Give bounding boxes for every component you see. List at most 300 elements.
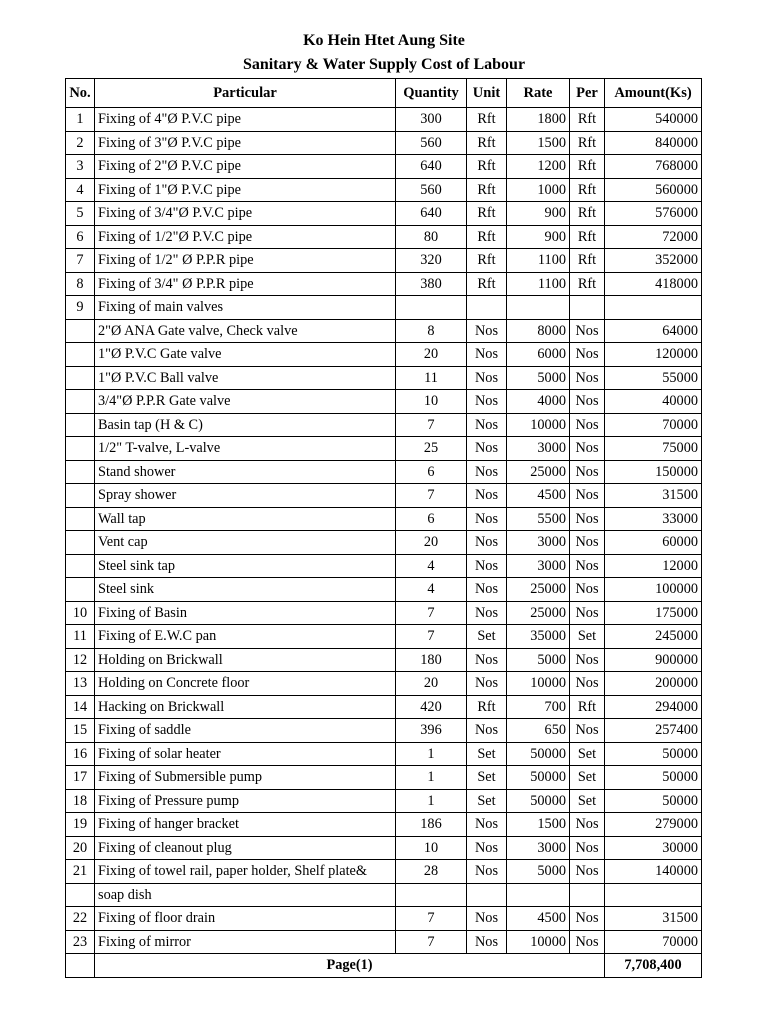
row-per: Set (570, 789, 605, 813)
row-particular: Fixing of Basin (95, 601, 396, 625)
row-particular: Fixing of Submersible pump (95, 766, 396, 790)
row-no: 8 (66, 272, 95, 296)
document-subtitle: Sanitary & Water Supply Cost of Labour (242, 56, 526, 73)
row-unit: Nos (467, 507, 507, 531)
row-per: Nos (570, 437, 605, 461)
row-amount: 840000 (605, 131, 702, 155)
row-unit: Nos (467, 343, 507, 367)
row-rate: 3000 (507, 554, 570, 578)
row-rate: 50000 (507, 789, 570, 813)
row-unit (467, 883, 507, 907)
row-unit: Nos (467, 460, 507, 484)
row-quantity: 560 (396, 131, 467, 155)
row-particular: Wall tap (95, 507, 396, 531)
row-unit: Nos (467, 578, 507, 602)
cost-table (65, 78, 702, 978)
row-amount: 576000 (605, 202, 702, 226)
table-row (66, 225, 702, 249)
table-row (66, 836, 702, 860)
row-unit: Nos (467, 413, 507, 437)
table-row (66, 766, 702, 790)
row-amount: 120000 (605, 343, 702, 367)
row-per: Set (570, 766, 605, 790)
row-unit: Nos (467, 531, 507, 555)
row-particular: Fixing of 1/2" Ø P.P.R pipe (95, 249, 396, 273)
row-quantity: 7 (396, 625, 467, 649)
row-no: 14 (66, 695, 95, 719)
row-amount: 352000 (605, 249, 702, 273)
row-rate: 700 (507, 695, 570, 719)
row-unit: Nos (467, 930, 507, 954)
row-quantity: 186 (396, 813, 467, 837)
row-per: Rft (570, 178, 605, 202)
row-quantity: 560 (396, 178, 467, 202)
row-quantity: 11 (396, 366, 467, 390)
row-amount: 200000 (605, 672, 702, 696)
row-no (66, 319, 95, 343)
row-per: Nos (570, 719, 605, 743)
row-quantity: 396 (396, 719, 467, 743)
row-particular: Fixing of main valves (95, 296, 396, 320)
table-row (66, 531, 702, 555)
row-rate: 900 (507, 202, 570, 226)
row-rate: 4500 (507, 484, 570, 508)
row-amount: 75000 (605, 437, 702, 461)
row-no: 13 (66, 672, 95, 696)
row-rate: 8000 (507, 319, 570, 343)
row-quantity: 20 (396, 531, 467, 555)
row-quantity: 420 (396, 695, 467, 719)
row-quantity (396, 883, 467, 907)
row-amount: 245000 (605, 625, 702, 649)
row-no: 16 (66, 742, 95, 766)
row-unit: Nos (467, 836, 507, 860)
row-rate: 1500 (507, 813, 570, 837)
row-quantity: 25 (396, 437, 467, 461)
row-amount: 70000 (605, 413, 702, 437)
row-particular: Fixing of Pressure pump (95, 789, 396, 813)
row-unit: Nos (467, 907, 507, 931)
row-unit: Nos (467, 648, 507, 672)
row-quantity: 8 (396, 319, 467, 343)
row-unit: Rft (467, 695, 507, 719)
row-no: 12 (66, 648, 95, 672)
row-rate: 5000 (507, 366, 570, 390)
row-rate: 50000 (507, 742, 570, 766)
table-row (66, 883, 702, 907)
row-rate: 5500 (507, 507, 570, 531)
row-unit: Nos (467, 672, 507, 696)
row-particular: Fixing of saddle (95, 719, 396, 743)
row-amount: 72000 (605, 225, 702, 249)
row-no (66, 437, 95, 461)
row-no (66, 507, 95, 531)
row-particular: Fixing of mirror (95, 930, 396, 954)
row-per: Set (570, 625, 605, 649)
row-particular: Fixing of hanger bracket (95, 813, 396, 837)
row-per (570, 883, 605, 907)
row-amount: 100000 (605, 578, 702, 602)
table-row (66, 507, 702, 531)
row-rate: 900 (507, 225, 570, 249)
row-per: Rft (570, 272, 605, 296)
row-no (66, 484, 95, 508)
row-amount: 31500 (605, 907, 702, 931)
header-row (66, 79, 702, 108)
table-row (66, 672, 702, 696)
row-no: 23 (66, 930, 95, 954)
row-quantity: 4 (396, 578, 467, 602)
row-particular: Holding on Concrete floor (95, 672, 396, 696)
row-amount (605, 296, 702, 320)
row-particular: Fixing of 2"Ø P.V.C pipe (95, 155, 396, 179)
row-quantity: 10 (396, 390, 467, 414)
table-row (66, 131, 702, 155)
table-row (66, 860, 702, 884)
row-amount: 55000 (605, 366, 702, 390)
row-particular: Fixing of floor drain (95, 907, 396, 931)
row-rate: 1100 (507, 272, 570, 296)
row-particular: Fixing of E.W.C pan (95, 625, 396, 649)
row-rate: 4000 (507, 390, 570, 414)
row-no: 19 (66, 813, 95, 837)
row-quantity: 20 (396, 343, 467, 367)
row-rate: 10000 (507, 672, 570, 696)
table-row (66, 178, 702, 202)
row-no: 4 (66, 178, 95, 202)
row-per: Nos (570, 554, 605, 578)
row-amount: 30000 (605, 836, 702, 860)
row-particular: 1/2" T-valve, L-valve (95, 437, 396, 461)
row-per: Nos (570, 484, 605, 508)
table-row (66, 719, 702, 743)
row-quantity: 640 (396, 202, 467, 226)
row-quantity: 1 (396, 789, 467, 813)
row-rate: 1800 (507, 108, 570, 132)
row-rate: 35000 (507, 625, 570, 649)
row-quantity: 300 (396, 108, 467, 132)
row-per: Nos (570, 860, 605, 884)
row-no (66, 390, 95, 414)
table-row (66, 930, 702, 954)
table-row (66, 319, 702, 343)
row-no (66, 883, 95, 907)
row-unit: Nos (467, 554, 507, 578)
row-unit: Set (467, 789, 507, 813)
row-particular: Fixing of solar heater (95, 742, 396, 766)
row-no: 21 (66, 860, 95, 884)
row-rate: 25000 (507, 578, 570, 602)
row-no: 18 (66, 789, 95, 813)
row-unit: Nos (467, 719, 507, 743)
row-unit: Set (467, 742, 507, 766)
row-quantity: 28 (396, 860, 467, 884)
row-amount: 31500 (605, 484, 702, 508)
table-row (66, 484, 702, 508)
row-rate: 650 (507, 719, 570, 743)
row-unit: Set (467, 625, 507, 649)
row-rate: 5000 (507, 648, 570, 672)
row-quantity: 20 (396, 672, 467, 696)
table-row (66, 296, 702, 320)
row-no: 2 (66, 131, 95, 155)
row-per: Nos (570, 930, 605, 954)
row-rate: 6000 (507, 343, 570, 367)
row-no: 7 (66, 249, 95, 273)
row-quantity: 1 (396, 742, 467, 766)
row-particular: Holding on Brickwall (95, 648, 396, 672)
row-per: Nos (570, 672, 605, 696)
row-no: 6 (66, 225, 95, 249)
row-amount: 50000 (605, 742, 702, 766)
table-row (66, 249, 702, 273)
row-unit: Nos (467, 484, 507, 508)
row-amount (605, 883, 702, 907)
row-amount: 140000 (605, 860, 702, 884)
row-no (66, 554, 95, 578)
row-per (570, 296, 605, 320)
row-no (66, 578, 95, 602)
row-rate: 25000 (507, 601, 570, 625)
row-unit: Nos (467, 390, 507, 414)
row-particular: Vent cap (95, 531, 396, 555)
row-amount: 50000 (605, 766, 702, 790)
row-particular: soap dish (95, 883, 396, 907)
row-no (66, 460, 95, 484)
row-quantity (396, 296, 467, 320)
row-unit: Rft (467, 202, 507, 226)
row-quantity: 180 (396, 648, 467, 672)
row-per: Nos (570, 413, 605, 437)
table-row (66, 554, 702, 578)
row-particular: Stand shower (95, 460, 396, 484)
row-quantity: 640 (396, 155, 467, 179)
row-particular: Spray shower (95, 484, 396, 508)
row-per: Nos (570, 836, 605, 860)
header-quantity: Quantity (396, 79, 467, 108)
table-row (66, 648, 702, 672)
row-quantity: 4 (396, 554, 467, 578)
row-per: Rft (570, 202, 605, 226)
row-per: Rft (570, 695, 605, 719)
row-amount: 257400 (605, 719, 702, 743)
table-row (66, 460, 702, 484)
row-particular: 3/4"Ø P.P.R Gate valve (95, 390, 396, 414)
table-row (66, 601, 702, 625)
row-no: 3 (66, 155, 95, 179)
row-rate: 50000 (507, 766, 570, 790)
row-unit: Nos (467, 813, 507, 837)
row-particular: Fixing of 3"Ø P.V.C pipe (95, 131, 396, 155)
row-rate (507, 296, 570, 320)
row-amount: 900000 (605, 648, 702, 672)
row-unit: Rft (467, 108, 507, 132)
row-per: Nos (570, 601, 605, 625)
row-rate: 4500 (507, 907, 570, 931)
document-title: Ko Hein Htet Aung Site (303, 32, 465, 49)
row-per: Nos (570, 460, 605, 484)
row-amount: 175000 (605, 601, 702, 625)
row-unit: Rft (467, 178, 507, 202)
row-quantity: 320 (396, 249, 467, 273)
row-per: Nos (570, 813, 605, 837)
row-per: Nos (570, 907, 605, 931)
row-particular: Steel sink (95, 578, 396, 602)
table-row (66, 272, 702, 296)
row-quantity: 7 (396, 484, 467, 508)
table-row (66, 202, 702, 226)
footer-no (66, 954, 95, 978)
row-no (66, 531, 95, 555)
row-per: Nos (570, 578, 605, 602)
row-unit: Rft (467, 131, 507, 155)
header-particular: Particular (95, 79, 396, 108)
row-amount: 33000 (605, 507, 702, 531)
row-amount: 279000 (605, 813, 702, 837)
row-no: 10 (66, 601, 95, 625)
row-no (66, 366, 95, 390)
row-quantity: 80 (396, 225, 467, 249)
row-particular: Fixing of 1/2"Ø P.V.C pipe (95, 225, 396, 249)
table-row (66, 742, 702, 766)
row-rate: 5000 (507, 860, 570, 884)
row-no: 9 (66, 296, 95, 320)
row-no (66, 343, 95, 367)
table-row (66, 625, 702, 649)
table-row (66, 366, 702, 390)
table-row (66, 695, 702, 719)
row-particular: Fixing of cleanout plug (95, 836, 396, 860)
row-per: Rft (570, 108, 605, 132)
row-amount: 50000 (605, 789, 702, 813)
row-rate: 10000 (507, 930, 570, 954)
row-unit: Rft (467, 272, 507, 296)
header-per: Per (570, 79, 605, 108)
row-no: 11 (66, 625, 95, 649)
table-row (66, 390, 702, 414)
row-per: Nos (570, 531, 605, 555)
row-particular: Fixing of 3/4"Ø P.V.C pipe (95, 202, 396, 226)
row-particular: Basin tap (H & C) (95, 413, 396, 437)
footer-row (66, 954, 702, 978)
row-particular: Fixing of 4"Ø P.V.C pipe (95, 108, 396, 132)
row-per: Nos (570, 319, 605, 343)
row-per: Nos (570, 507, 605, 531)
row-rate (507, 883, 570, 907)
table-row (66, 155, 702, 179)
header-no: No. (66, 79, 95, 108)
row-rate: 1200 (507, 155, 570, 179)
row-quantity: 1 (396, 766, 467, 790)
table-row (66, 108, 702, 132)
row-per: Rft (570, 225, 605, 249)
row-particular: 2"Ø ANA Gate valve, Check valve (95, 319, 396, 343)
row-particular: 1"Ø P.V.C Ball valve (95, 366, 396, 390)
row-quantity: 6 (396, 507, 467, 531)
row-per: Rft (570, 131, 605, 155)
row-particular: Fixing of towel rail, paper holder, Shelf plate& (95, 860, 396, 884)
row-rate: 1100 (507, 249, 570, 273)
table-row (66, 813, 702, 837)
row-particular: Hacking on Brickwall (95, 695, 396, 719)
row-unit (467, 296, 507, 320)
row-amount: 560000 (605, 178, 702, 202)
row-per: Rft (570, 155, 605, 179)
row-no: 5 (66, 202, 95, 226)
row-amount: 70000 (605, 930, 702, 954)
row-no: 1 (66, 108, 95, 132)
row-amount: 540000 (605, 108, 702, 132)
row-particular: Fixing of 3/4" Ø P.P.R pipe (95, 272, 396, 296)
row-amount: 768000 (605, 155, 702, 179)
row-no: 17 (66, 766, 95, 790)
table-row (66, 907, 702, 931)
row-per: Nos (570, 648, 605, 672)
row-quantity: 10 (396, 836, 467, 860)
row-particular: Fixing of 1"Ø P.V.C pipe (95, 178, 396, 202)
header-rate: Rate (507, 79, 570, 108)
row-per: Set (570, 742, 605, 766)
row-rate: 3000 (507, 531, 570, 555)
row-amount: 60000 (605, 531, 702, 555)
row-rate: 1000 (507, 178, 570, 202)
row-rate: 10000 (507, 413, 570, 437)
row-quantity: 7 (396, 601, 467, 625)
row-quantity: 7 (396, 907, 467, 931)
page-label: Page(1) (95, 954, 605, 978)
row-unit: Nos (467, 860, 507, 884)
table-row (66, 343, 702, 367)
row-unit: Nos (467, 366, 507, 390)
row-amount: 64000 (605, 319, 702, 343)
row-rate: 3000 (507, 836, 570, 860)
header-amount: Amount(Ks) (605, 79, 702, 108)
row-per: Nos (570, 366, 605, 390)
table-row (66, 578, 702, 602)
table-row (66, 413, 702, 437)
row-unit: Rft (467, 249, 507, 273)
table-body (66, 108, 702, 954)
row-rate: 1500 (507, 131, 570, 155)
row-no: 22 (66, 907, 95, 931)
row-rate: 25000 (507, 460, 570, 484)
row-quantity: 380 (396, 272, 467, 296)
row-amount: 294000 (605, 695, 702, 719)
row-amount: 40000 (605, 390, 702, 414)
row-quantity: 6 (396, 460, 467, 484)
table-row (66, 789, 702, 813)
row-per: Nos (570, 390, 605, 414)
row-unit: Rft (467, 225, 507, 249)
row-per: Nos (570, 343, 605, 367)
row-unit: Nos (467, 319, 507, 343)
row-no: 20 (66, 836, 95, 860)
row-quantity: 7 (396, 930, 467, 954)
row-quantity: 7 (396, 413, 467, 437)
row-unit: Rft (467, 155, 507, 179)
row-rate: 3000 (507, 437, 570, 461)
row-amount: 418000 (605, 272, 702, 296)
header-unit: Unit (467, 79, 507, 108)
row-no: 15 (66, 719, 95, 743)
row-amount: 12000 (605, 554, 702, 578)
row-particular: 1"Ø P.V.C Gate valve (95, 343, 396, 367)
row-unit: Nos (467, 437, 507, 461)
row-amount: 150000 (605, 460, 702, 484)
row-per: Rft (570, 249, 605, 273)
grand-total: 7,708,400 (605, 954, 702, 978)
row-no (66, 413, 95, 437)
